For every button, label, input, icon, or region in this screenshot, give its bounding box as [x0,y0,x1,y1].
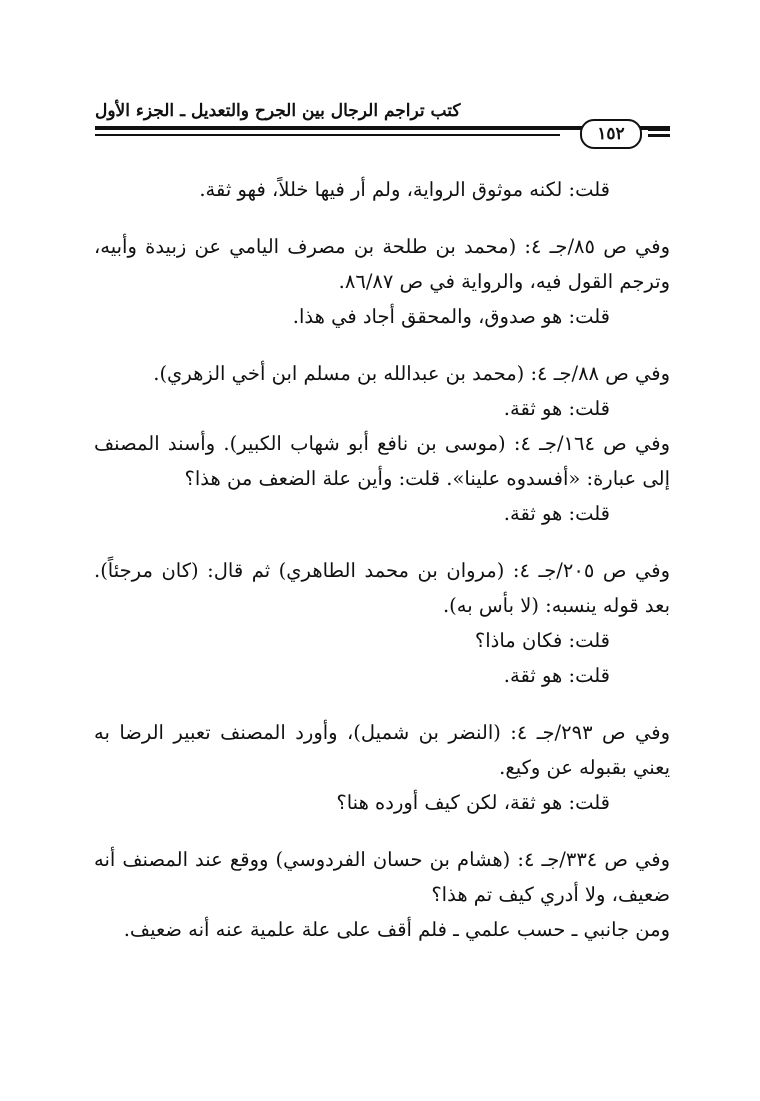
paragraph-2: وفي ص ٨٥/جـ ٤: (محمد بن طلحة بن مصرف اليامي عن زبيدة وأبيه، وترجم القول فيه، والرواية في ص ٨٦/٨٧. [94,235,670,293]
paragraph-10: قلت: هو ثقة. [503,664,610,687]
paragraph-3: قلت: هو صدوق، والمحقق أجاد في هذا. [292,305,610,328]
paragraph-12: قلت: هو ثقة، لكن كيف أورده هنا؟ [336,791,610,814]
paragraph-1: قلت: لكنه موثوق الرواية، ولم أر فيها خللاً، فهو ثقة. [199,178,610,201]
header-dash-top [648,128,670,131]
paragraph-8: وفي ص ٢٠٥/جـ ٤: (مروان بن محمد الطاهري) ثم قال: (كان مرجئاً). بعد قوله ينسبه: (لا بأس به). [94,559,670,617]
paragraph-6: وفي ص ١٦٤/جـ ٤: (موسى بن نافع أبو شهاب الكبير). وأسند المصنف إلى عبارة: «أفسدوه علينا». قلت: وأين علة الضعف من هذا؟ [94,432,670,490]
paragraph-5: قلت: هو ثقة. [503,397,610,420]
header-rule-thin [95,134,560,136]
page-body [94,172,670,947]
header-dash-bottom [648,134,670,137]
running-title: كتب تراجم الرجال بين الجرح والتعديل ـ الجزء الأول [95,101,461,121]
paragraph-14: ومن جانبي ـ حسب علمي ـ فلم أقف على علة علمية عنه أنه ضعيف. [123,918,670,941]
paragraph-7: قلت: هو ثقة. [503,502,610,525]
paragraph-13: وفي ص ٣٣٤/جـ ٤: (هشام بن حسان الفردوسي) ووقع عند المصنف أنه ضعيف، ولا أدري كيف تم هذا؟ [94,848,670,906]
paragraph-9: قلت: فكان ماذا؟ [474,629,610,652]
page-header [95,98,670,150]
paragraph-4: وفي ص ٨٨/جـ ٤: (محمد بن عبدالله بن مسلم ابن أخي الزهري). [153,362,670,385]
page-number: ١٥٢ [580,119,642,149]
paragraph-11: وفي ص ٢٩٣/جـ ٤: (النضر بن شميل)، وأورد المصنف تعبير الرضا به يعني بقبوله عن وكيع. [94,721,670,779]
